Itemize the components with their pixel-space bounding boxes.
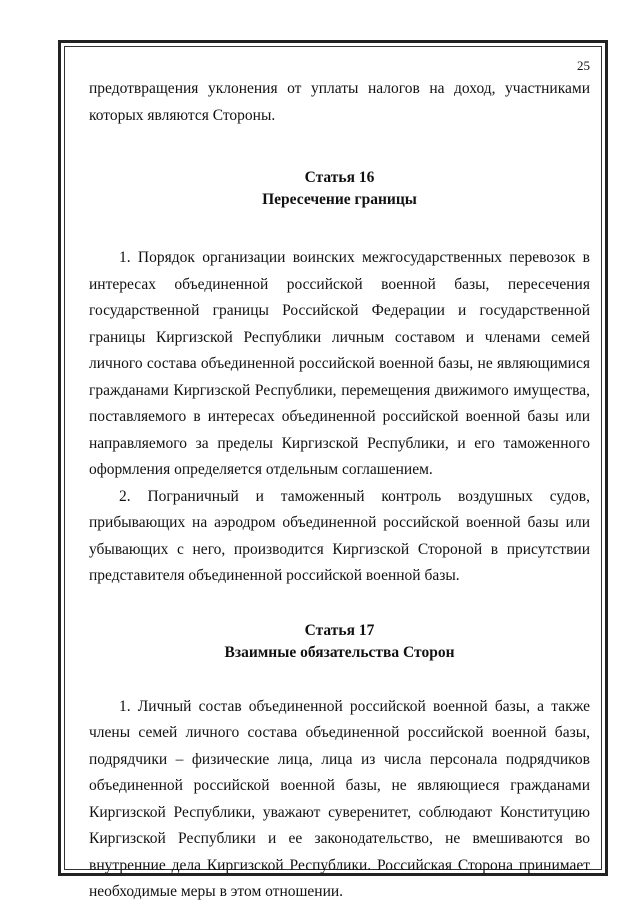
article-16-paragraph-1: 1. Порядок организации воинских межгосударственных перевозок в интересах объединенной российской военной базы, пересечения государственной границы Российской Федерации и государственной границы Киргизской Республики личным составом и членами семей личного состава объединенной российской военной базы, не являющимися гражданами Киргизской Республики, перемещения движимого имущества, поставляемого в интересах объединенной российской военной базы или направляемого за пределы Киргизской Республики, и его таможенного оформления определяется отдельным соглашением. [89, 249, 590, 478]
article-16-subtitle: Пересечение границы [262, 191, 417, 208]
article-16-paragraph-2: 2. Пограничный и таможенный контроль воздушных судов, прибывающих на аэродром объединенной российской военной базы или убывающих с него, производится Киргизской Стороной в присутствии представителя объединенной российской военной базы. [89, 487, 590, 584]
article-17-title: Статья 17 [304, 621, 375, 639]
page-number: 25 [577, 58, 590, 73]
intro-paragraph: предотвращения уклонения от уплаты налогов на доход, участниками которых являются Стороны. [89, 80, 590, 124]
article-16-title: Статья 16 [304, 169, 375, 186]
document-body [89, 76, 590, 906]
article-17-paragraph-1: 1. Личный состав объединенной российской военной базы, а также члены семей личного состава объединенной российской военной базы, подрядчики – физические лица, лица из числа персонала подрядчиков объединенной российской военной базы, не являющиеся гражданами Киргизской Республики, уважают суверенитет, соблюдают Конституцию Киргизской Республики и ее законодательство, не вмешиваются во внутренние дела Киргизской Республики. Российская Сторона принимает необходимые меры в этом отношении. [89, 697, 590, 900]
article-17-subtitle: Взаимные обязательства Сторон [224, 643, 455, 661]
